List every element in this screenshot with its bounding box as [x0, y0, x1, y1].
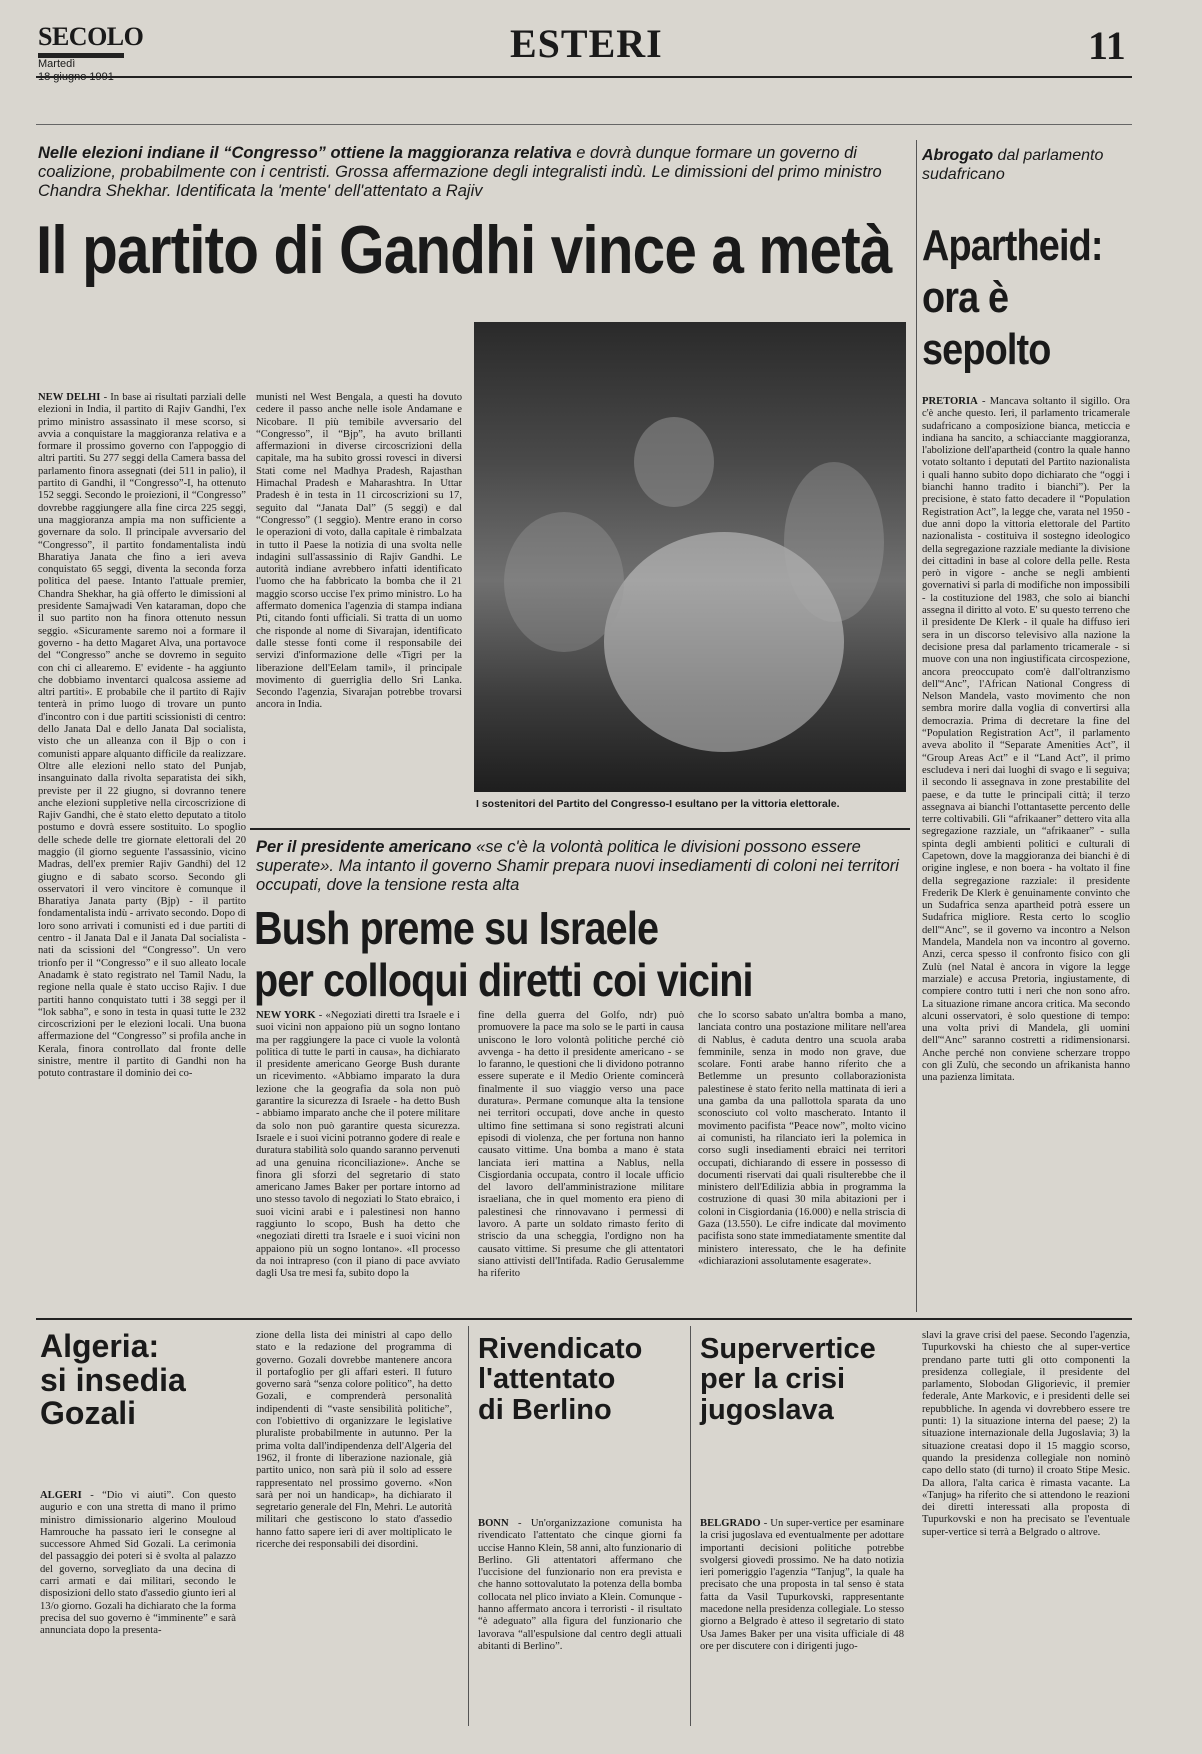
top-frame-rule: [36, 124, 1132, 125]
yugoslavia-column-2: slavi la grave crisi del paese. Secondo l'agenzia, Tupurkovski ha chiesto che al super-vertice prendano parte tutti gli otto componenti la presidenza collegiale, il presidente del parlamento, Slobodan Gligorievic, il premier federale, Ante Markovic, e i presidenti delle sei repubbliche. In agenda vi dovrebbero essere tre punti: 1) la situazione interna del paese; 2) la situazione internazionale della Jugoslavia; 3) la situazione creatasi dopo il 15 maggio scorso, quando la presidenza collegiale non nominò capo dello stato (di turno) il croato Stipe Mesic. Da allora, l'alta carica è rimasta vacante. La «Tanjug» ha riferito che si attendono le reazioni dei diretti interessati alla proposta di Tupurkovski e non ha precisato se l'eventuale super-vertice si terrà a Belgrado o altrove.: [922, 1330, 1130, 1538]
column-divider: [916, 140, 917, 1312]
algeria-column-2: zione della lista dei ministri al capo dello stato e la redazione del programma di governo. Gozali dovrebbe mantenere ancora il portafoglio per gli affari esteri. Il futuro governo sarà “senza colore politico”, ha detto Gozali, e comprenderà personalità indipendenti di “vaste sensibilità politiche”, con l'obiettivo di organizzare le legislative pluraliste probabilmente in autunno. Per la prima volta dall'indipendenza dell'Algeria del 1962, il fronte di liberazione nazionale, già partito unico, non sarà più il solo ad essere rappresentato nel prossimo governo. «Non sarà per noi un handicap», ha dichiarato il segretario generale del Fln, Mehri. Le autorità militari che gestiscono lo stato d'assedio hanno fatto sapere ieri di aver moltiplicato le ricerche dei responsabili dei disordini.: [256, 1330, 452, 1551]
apartheid-headline: Apartheid: ora è sepolto: [922, 221, 1103, 374]
algeria-column-1: ALGERI - “Dio vi aiuti”. Con questo augurio e con una stretta di mano il primo ministro dimissionario algerino Mouloud Hamrouche ha passato ieri le consegne al successore Ahmed Sid Gozali. La cerimonia del passaggio dei poteri si è svolta al palazzo del governo, sorvegliato da una decina di carri armati e dai militari, secondo le disposizioni dello stato d'assedio giunto ieri al 13/o giorno. Gozali ha dichiarato che la forma precisa del suo governo è “imminente” e sarà annunciata dopo la presenta-: [40, 1490, 236, 1637]
issue-date: Martedì: [38, 58, 76, 70]
photo-caption: I sostenitori del Partito del Congresso-I esultano per la vittoria elettorale.: [476, 798, 840, 810]
israel-kicker: Per il presidente americano «se c'è la volontà politica le divisioni possono essere superate». Ma intanto il governo Shamir prepara nuovi insediamenti di coloni nei territori occupati, dove la tensione resta alta: [256, 838, 899, 894]
bottom-divider-1: [468, 1326, 469, 1726]
israel-column-3: che lo scorso sabato un'altra bomba a mano, lanciata contro una postazione militare nell'area di Nablus, è caduta dentro una scuola araba femminile, senza in modo non grave, due scolare. Fonti arabe hanno riferito che a Betlemme un presunto collaborazionista palestinese è stato ferito nella mattinata di ieri a una gamba da una pallottola sparata da uno sconosciuto col volto mascherato. Intanto il movimento pacifista “Peace now”, molto vicino ai comunisti, ha rilanciato ieri la polemica in corso sugli insediamenti ebraici nei territori occupati, dichiarando di essere in possesso di documenti riservati dai quali risulterebbe che il ministero dell'Edilizia abbia in programma la costruzione di quasi 30 mila abitazioni per i coloni in Cisgiordania (16.000) e nella striscia di Gaza (13.550). Le cifre indicate dal movimento pacifista sono state immediatamente smentite dal ministero interessato, che le ha definite «dichiarazioni assolutamente esagerate».: [698, 1010, 906, 1267]
apartheid-kicker: Abrogato dal parlamento sudafricano: [922, 147, 1104, 183]
yugoslavia-headline: Supervertice per la crisi jugoslava: [700, 1333, 876, 1426]
berlin-headline: Rivendicato l'attentato di Berlino: [478, 1333, 643, 1426]
yugoslavia-column-1: BELGRADO - Un super-vertice per esaminare la crisi jugoslava ed eventualmente per adottare importanti decisioni politiche potrebbe svolgersi giovedì prossimo. Ne ha dato notizia ieri pomeriggio l'agenzia “Tanjug”, la quale ha precisato che una proposta in tal senso è stata fatta da Vasil Tupurkovski, rappresentante macedone nella presidenza collegiale. Lo stesso giorno a Belgrado è atteso il segretario di stato Usa James Baker per una visita ufficiale di 48 ore per discutere con i dirigenti jugo-: [700, 1518, 904, 1652]
supporters-photo: [474, 322, 906, 792]
berlin-body: BONN - Un'organizzazione comunista ha rivendicato l'attentato che cinque giorni fa uccise Hanno Klein, 58 anni, alto funzionario di Berlino. Gli attentatori affermano che l'uccisione del funzionario non era prevista e che hanno sottovalutato la potenza della bomba collocata nel plico inviato a Klein. Comunque - hanno affermato ancora i terroristi - il risultato “è adeguato” alla figura del funzionario che lavorava “all'espulsione dal centro degli attuali abitanti di Berlino”.: [478, 1518, 682, 1652]
newspaper-logo: SECOLO: [38, 22, 143, 58]
algeria-headline: Algeria: si insedia Gozali: [40, 1328, 186, 1432]
bottom-section-rule: [36, 1318, 1132, 1320]
israel-headline: Bush preme su Israele per colloqui diretti coi vicini: [254, 902, 753, 1006]
masthead-rule: [36, 76, 1132, 78]
india-headline: Il partito di Gandhi vince a metà: [36, 212, 892, 288]
india-column-1: NEW DELHI - In base ai risultati parziali delle elezioni in India, il partito di Rajiv Gandhi, l'ex primo ministro assassinato il mese scorso, si avvia a conquistare la maggioranza relativa e a formare il prossimo governo con l'appoggio di altri partiti. Su 277 seggi della Camera bassa del parlamento finora assegnati (dei 511 in palio), il partito di Gandhi, il “Congresso”-I, ha ottenuto 152 seggi. Secondo le proiezioni, il “Congresso” dovrebbe raggiungere alla fine circa 225 seggi, una maggioranza ampia ma non sufficiente a governare da solo. Il principale avversario del “Congresso”, il partito fondamentalista indù Bharatiya Janata che fino a ieri aveva conquistato 65 seggi, diventa la seconda forza politica del paese. Intanto l'attuale premier, Chandra Shekhar, ha già offerto le dimissioni al presidente Samajwadi Ven kataraman, dopo che il suo partito non ha finora ottenuto nessun seggio. «Sicuramente saremo noi a formare il governo - ha detto Magaret Alva, una portavoce del “Congresso” anche se dovremo in seguito con chi ci allearemo. E' evidente - ha aggiunto che dobbiamo inventarci qualcosa assieme ad altri partiti». E probabile che il partito di Rajiv tenterà in primo luogo di trovare un punto d'incontro con i due partiti scissionisti di centro: dello Janata Dal e dello Janata Dal socialista, visto che un alleanza con il Bjp o con i comunisti appare alquanto difficile da realizzare. Oltre alle elezioni nello stato del Punjab, insanguinato dalla rivolta separatista dei sikh, previste per il 22 giugno, si dovranno tenere anche elezioni suppletive nella circoscrizione di Rajiv Gandhi, che è stato eletto deputato a titolo postumo e dovrà essere sostituito. Lo spoglio delle schede delle tre giornate elettorali del 20 maggio (il giorno seguente l'assassinio, vicino Madras, dell'ex premier Rajiv Gandhi) del 12 giugno e di sabato scorso. Secondo gli osservatori il vero vincitore è comunque il Bharatiya Janata party (Bjp) - il partito fondamentalista indù - arrivato secondo. Dopo di loro sono arrivati i comunisti ed i due partiti di centro - il Janata Dal e il Janata Dal socialista - nati da scissioni del “Congresso”. Un vero trionfo per il “Congresso” e il suo alleato locale Anadamk è stato registrato nel Tamil Nadu, la regione nella quale è stato ucciso Rajiv. I due partiti hanno conquistato tutti i 38 seggi per il “lok sabha”, e sono in testa in quasi tutte le 232 circoscrizioni per le elezioni locali. Una buona affermazione del “Congresso” si profila anche in Kerala, finora controllato dal fronte delle sinistre, mentre il partito di Gandhi non ha potuto contrastare il dominio dei co-: [38, 392, 246, 1080]
israel-top-rule: [250, 828, 910, 830]
india-kicker: Nelle elezioni indiane il “Congresso” ottiene la maggioranza relativa e dovrà dunque formare un governo di coalizione, probabilmente con i centristi. Grossa affermazione degli integralisti indù. Le dimissioni del primo ministro Chandra Shekhar. Identificata la 'mente' dell'attentato a Rajiv: [38, 144, 882, 200]
apartheid-body: PRETORIA - Mancava soltanto il sigillo. Ora c'è anche questo. Ieri, il parlamento tricamerale sudafricano a composizione bianca, meticcia e indiana ha sancito, a schiacciante maggioranza, l'abolizione dell'apartheid (contro la quale hanno votato soltanto i deputati del Partito nazionalista i quali hanno subito dopo dichiarato che “oggi i bianchi hanno tradito i bianchi”). Per la precisione, è stato fatto decadere il “Population Registration Act”, la legge che, varata nel 1950 - due anni dopo la vittoria elettorale del Partito nazionalista - costituiva il sostegno ideologico della segregazione razziale mediante la divisione dei cittadini in base al colore della pelle. Resta però in vigore - anche se negli ambienti governativi si parla di modifiche non impossibili - la costituzione del 1983, che solo ai bianchi assegna il diritto al voto. E' su questo terreno che il presidente De Klerk - il quale ha diffuso ieri sera in un discorso televisivo alla nazione la decisione presa dal parlamento tricamerale - si muove con una non ingiustificata circospezione, ancora preoccupato com'è dall'oltranzismo dell'“Anc”, l'African National Congress di Nelson Mandela, vasto movimento che non sembra morire dalla voglia di convertirsi alla democrazia. Prima di decretare la fine del “Population Registration Act”, il parlamento aveva abolito il “Separate Amenities Act”, il “Group Areas Act” e il “Land Act”, il primo escludeva i neri dai luoghi di svago e li seguiva; il secondo li assegnava in zone prestabilite del paese, e da tutte le principali città; il terzo assegnava ai bianchi l'ottantasette percento delle terre coltivabili. Gli “afrikaaner” dettero vita alla segregazione razziale, un “afrikaaner” - sulla spinta degli ambienti politici e culturali di Capetown, dove la maggioranza dei bianchi è di origine inglese, e non boera - ha voltato il fine della segregazione razziale: il presidente Frederik De Klerk è genuinamente convinto che un Sudafrica senza apartheid potrà essere un Sudafrica migliore. Resta certo lo scoglio dell'“Anc”, se il governo va incontro a Nelson Mandela, Mandela non va incontro al governo. Anzi, cerca spesso il confronto fisico con gli Zulù (nel Natal è ancora in vigore la legge marziale) e accusa Pretoria, ingiustamente, di compiere contro tutti i neri che non sono afro. La situazione rimane ancora critica. Ma secondo alcuni osservatori, è solo questione di tempo: una volta privi di Mandela, gli uomini dell'“Anc” saranno costretti a ridimensionarsi. Anche perché non conviene scherzare troppo con gli Zulù, che secondo un afrikanista hanno una pazienza limitata.: [922, 396, 1130, 1084]
bottom-divider-2: [690, 1326, 691, 1726]
photo-crowd-silhouette: [474, 322, 906, 792]
page-number: 11: [1088, 23, 1126, 68]
israel-column-2: fine della guerra del Golfo, ndr) può promuovere la pace ma solo se le parti in causa uniscono le loro volontà politiche perché ciò avvenga - ha detto il presidente americano - se lo faranno, le questioni che li dividono potranno essere superate e il Medio Oriente comincerà finalmente il suo viaggio verso una pace duratura». Permane comunque alta la tensione nei territori occupati, dove anche in questo ultimo fine settimana si sono registrati alcuni episodi di violenza, che per fortuna non hanno causato vittime. Una bomba a mano è stata lanciata ieri mattina a Nablus, nella Cisgiordania occupata, contro il locale ufficio del lavoro dell'amministrazione militare israeliana, che in quel momento era pieno di palestinesi che rinnovavano i permessi di lavoro. A parte un soldato rimasto ferito di striscio da una scheggia, l'ordigno non ha causato vittime. Si presume che gli attentatori siano attivisti dell'Intifada. Radio Gerusalemme ha riferito: [478, 1010, 684, 1280]
section-title: ESTERI: [510, 21, 663, 66]
israel-column-1: NEW YORK - «Negoziati diretti tra Israele e i suoi vicini non appaiono più un sogno lontano ma per raggiungere la pace ci vuole la volontà politica di tutte le parti in causa», ha dichiarato il presidente americano George Bush durante un ricevimento. «Abbiamo imparato la dura lezione che la geografia da sola non può garantire la sicurezza di Israele - ha detto Bush - abbiamo imparato anche che il potere militare da solo non può garantire questa sicurezza. Israele e i suoi vicini potranno godere di reale e duratura stabilità solo quando saranno pervenuti ad una genuina riconciliazione». Anche se finora gli sforzi del segretario di stato americano James Baker per portare intorno ad uno stesso tavolo di negoziati lo Stato ebraico, i suoi vicini arabi e i palestinesi non hanno raggiunto lo scopo, Bush ha detto che «negoziati diretti tra Israele e i suoi vicini non appaiono più un sogno lontano». «Il processo da noi intrapreso (con il piano di pace avviato dagli Usa tre mesi fa, subito dopo la: [256, 1010, 460, 1280]
india-column-2: munisti nel West Bengala, a questi ha dovuto cedere il passo anche nelle isole Andamane e Nicobare. Il più temibile avversario del “Congresso”, il “Bjp”, ha avuto brillanti affermazioni in diverse circoscrizioni della capitale, ma ha subito grossi rovesci in diversi Stati come nel Madhya Pradesh, Rajasthan Himachal Pradesh e Maharashtra. In Uttar Pradesh è in testa in 11 circoscrizioni su 17, seguito dal “Janata Dal” (5 seggi) e dal “Congresso” (1 seggio). Mentre erano in corso le operazioni di voto, dalla capitale è rimbalzata in tutto il Paese la notizia di una svolta nelle indagini sull'assassinio di Rajiv Gandhi. Le autorità indiane avrebbero infatti identificato l'uomo che ha fabbricato la bomba che il 21 maggio scorso uccise l'ex primo ministro. Lo ha affermato domenica l'agenzia di stampa indiana Pti, citando fonti ufficiali. Si tratta di un uomo che risponde al nome di Sivarajan, identificato dalle stesse fonti come il responsabile dei servizi d'informazione delle «Tigri per la liberazione dell'Eelam tamil», il principale movimento di guerriglia dello Sri Lanka. Secondo l'agenzia, Sivarajan potrebbe trovarsi ancora in India.: [256, 392, 462, 711]
